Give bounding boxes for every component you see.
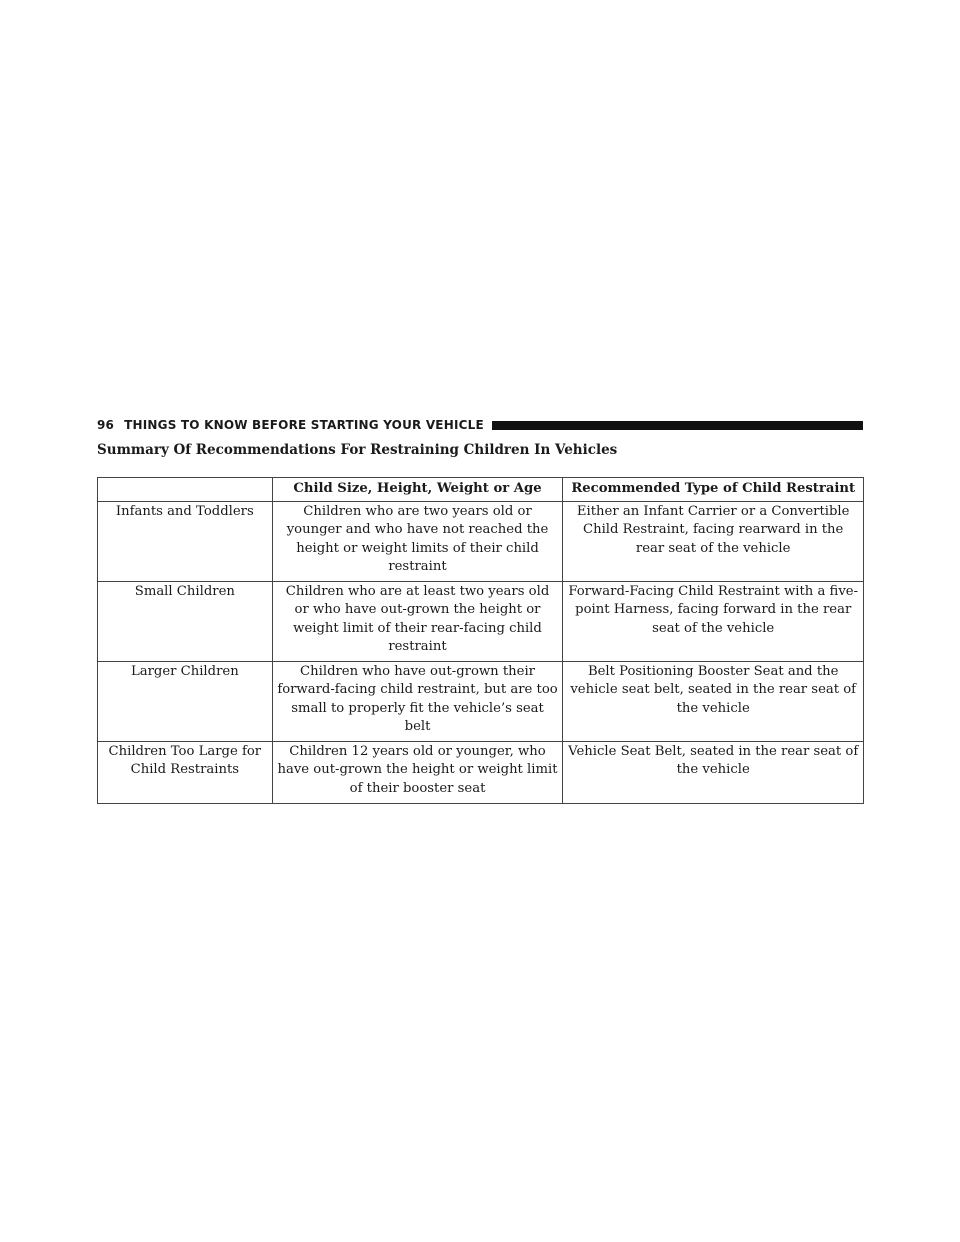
category-cell: Infants and Toddlers [98,501,273,581]
category-cell: Larger Children [98,661,273,741]
size-cell: Children who are at least two years old or who have out-grown the height or weight limit of their rear-facing child restraint [272,581,563,661]
summary-heading: Summary Of Recommendations For Restraining Children In Vehicles [97,442,618,458]
column-header-category [98,478,273,502]
column-header-child-size: Child Size, Height, Weight or Age [272,478,563,502]
page-header [97,417,863,433]
recommendation-cell: Vehicle Seat Belt, seated in the rear seat of the vehicle [563,741,864,803]
table-row [98,501,864,581]
table-row [98,661,864,741]
child-restraint-summary-table [97,477,864,804]
size-cell: Children who are two years old or younger and who have not reached the height or weight limits of their child restraint [272,501,563,581]
column-header-recommendation: Recommended Type of Child Restraint [563,478,864,502]
header-rule [492,421,863,430]
section-title: THINGS TO KNOW BEFORE STARTING YOUR VEHICLE [124,418,484,432]
category-cell: Small Children [98,581,273,661]
table-header-row [98,478,864,502]
category-cell: Children Too Large for Child Restraints [98,741,273,803]
size-cell: Children 12 years old or younger, who have out-grown the height or weight limit of their booster seat [272,741,563,803]
recommendation-cell: Either an Infant Carrier or a Convertible Child Restraint, facing rearward in the rear seat of the vehicle [563,501,864,581]
recommendation-cell: Belt Positioning Booster Seat and the vehicle seat belt, seated in the rear seat of the vehicle [563,661,864,741]
size-cell: Children who have out-grown their forward-facing child restraint, but are too small to properly fit the vehicle’s seat belt [272,661,563,741]
table-row [98,741,864,803]
page-number: 96 [97,418,115,432]
table-row [98,581,864,661]
recommendation-cell: Forward-Facing Child Restraint with a five-point Harness, facing forward in the rear seat of the vehicle [563,581,864,661]
